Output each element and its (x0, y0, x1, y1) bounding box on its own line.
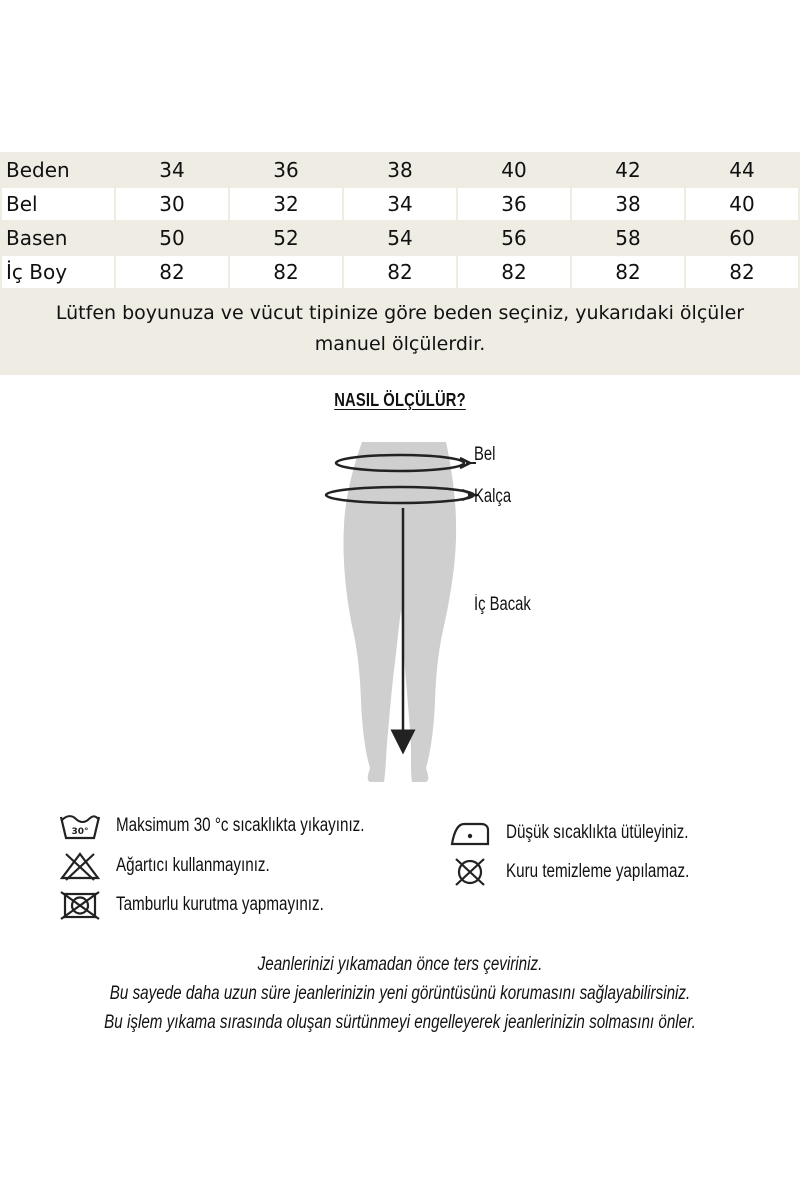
size-note-line: manuel ölçülerdir. (314, 333, 486, 355)
table-cell: 34 (344, 188, 456, 220)
table-cell: 36 (230, 154, 342, 186)
table-cell: 40 (458, 154, 570, 186)
wash-temp-text: 30° (71, 827, 89, 837)
care-wash-text: Maksimum 30 °c sıcaklıkta yıkayınız. (116, 815, 365, 836)
row-label: Bel (2, 188, 114, 220)
no-dry-clean-icon (448, 857, 492, 887)
iron-low-icon (448, 818, 492, 848)
jeans-note-line: Bu işlem yıkama sırasında oluşan sürtünmeyi engelleyerek jeanlerinizin solmasını önler. (104, 1012, 696, 1033)
table-cell: 82 (572, 256, 684, 288)
table-cell: 30 (116, 188, 228, 220)
table-cell: 82 (458, 256, 570, 288)
table-cell: 82 (230, 256, 342, 288)
care-tumble-text: Tamburlu kurutma yapmayınız. (116, 894, 324, 915)
size-chart (0, 152, 800, 375)
row-label: Basen (2, 222, 114, 254)
table-cell: 40 (686, 188, 798, 220)
size-note (0, 298, 800, 360)
table-row (2, 154, 798, 186)
table-cell: 42 (572, 154, 684, 186)
how-to-measure-title: NASIL ÖLÇÜLÜR? (334, 390, 466, 410)
table-cell: 36 (458, 188, 570, 220)
table-cell: 54 (344, 222, 456, 254)
jeans-note-line: Jeanlerinizi yıkamadan önce ters çeviriniz. (257, 954, 543, 975)
legs-silhouette (343, 442, 456, 782)
care-bleach-text: Ağartıcı kullanmayınız. (116, 855, 270, 876)
no-bleach-icon (58, 851, 102, 881)
table-cell: 82 (116, 256, 228, 288)
table-cell: 60 (686, 222, 798, 254)
care-tumble (58, 890, 376, 920)
table-cell: 32 (230, 188, 342, 220)
size-table (0, 152, 800, 290)
table-cell: 38 (572, 188, 684, 220)
care-bleach (58, 851, 308, 881)
jeans-note-line: Bu sayede daha uzun süre jeanlerinizin yeni görüntüsünü korumasını sağlayabilirsiniz. (109, 983, 691, 1004)
row-label: Beden (2, 154, 114, 186)
jeans-care-note (0, 950, 800, 1037)
table-row (2, 188, 798, 220)
table-cell: 38 (344, 154, 456, 186)
wash-30-icon (58, 811, 102, 841)
table-cell: 44 (686, 154, 798, 186)
hip-label: Kalça (474, 486, 512, 507)
no-tumble-dry-icon (58, 890, 102, 920)
table-row (2, 222, 798, 254)
table-cell: 58 (572, 222, 684, 254)
care-iron-text: Düşük sıcaklıkta ütüleyiniz. (506, 822, 689, 843)
row-label: İç Boy (2, 256, 114, 288)
size-note-line: Lütfen boyunuza ve vücut tipinize göre beden seçiniz, yukarıdaki ölçüler (55, 302, 745, 324)
legs-measurement-illustration (300, 430, 580, 790)
table-cell: 82 (344, 256, 456, 288)
care-iron (448, 818, 734, 848)
care-wash (58, 811, 427, 841)
table-cell: 56 (458, 222, 570, 254)
table-cell: 52 (230, 222, 342, 254)
care-dryclean (448, 857, 735, 887)
waist-label: Bel (474, 444, 496, 465)
table-cell: 82 (686, 256, 798, 288)
table-cell: 34 (116, 154, 228, 186)
table-row (2, 256, 798, 288)
care-dryclean-text: Kuru temizleme yapılamaz. (506, 861, 690, 882)
table-cell: 50 (116, 222, 228, 254)
inseam-label: İç Bacak (474, 594, 531, 615)
